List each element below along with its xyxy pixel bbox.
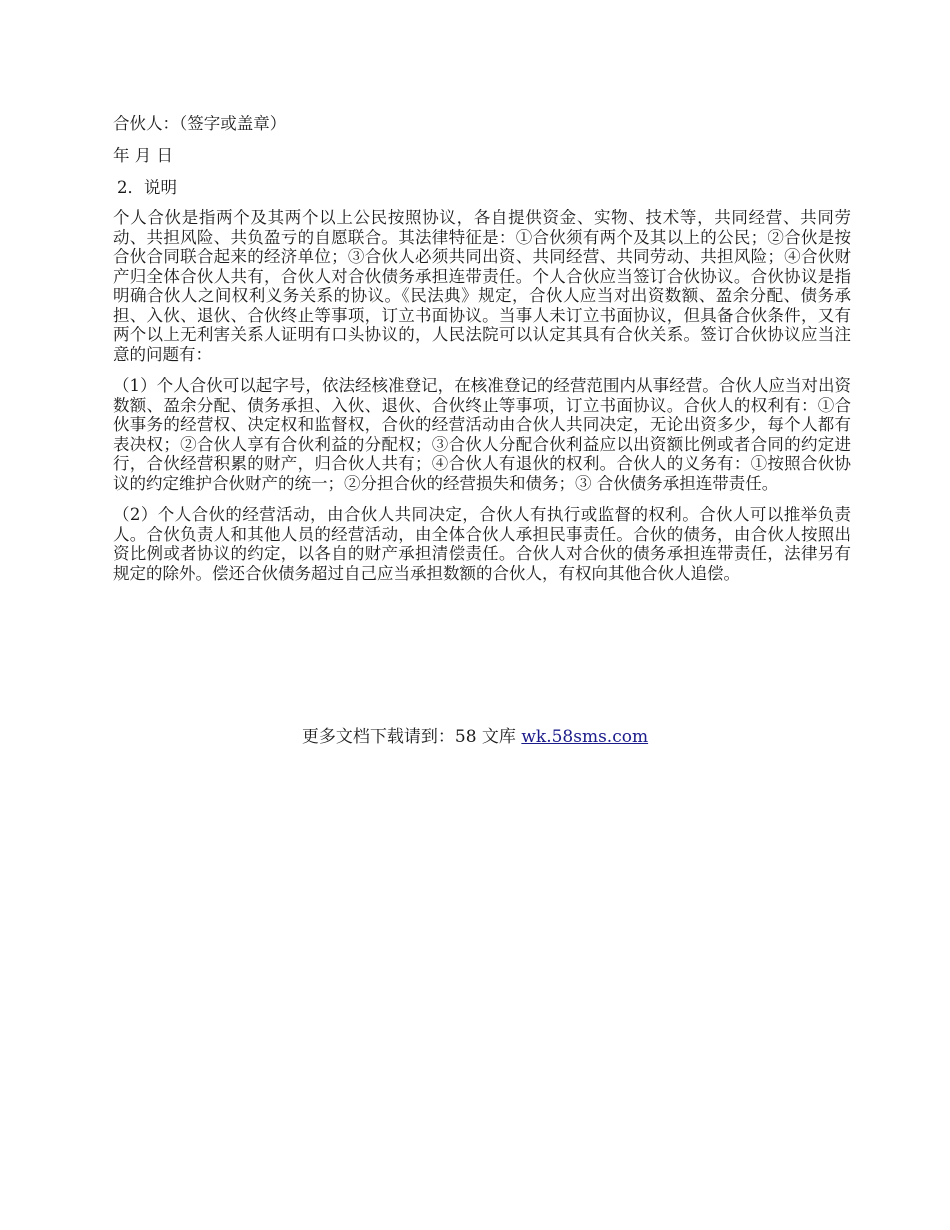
footer-link[interactable]: wk.58sms.com (521, 727, 649, 747)
document-body (113, 112, 851, 595)
signature-line: 合伙人：（签字或盖章） (113, 114, 287, 133)
section-heading: 2．说明 (117, 178, 177, 197)
paragraph-point-2: （2）个人合伙的经营活动，由合伙人共同决定，合伙人有执行或监督的权利。合伙人可以推举负责人。合伙负责人和其他人员的经营活动，由全体合伙人承担民事责任。合伙的债务，由合伙人按照出资比例或者协议的约定，以各自的财产承担清偿责任。合伙人对合伙的债务承担连带责任，法律另有规定的除外。偿还合伙债务超过自己应当承担数额的合伙人，有权向其他合伙人追偿。 (113, 505, 851, 583)
footer (0, 726, 950, 748)
date-line: 年 月 日 (113, 146, 173, 165)
footer-text: 更多文档下载请到：58 文库 (301, 727, 522, 747)
paragraph-intro: 个人合伙是指两个及其两个以上公民按照协议，各自提供资金、实物、技术等，共同经营、共同劳动、共担风险、共负盈亏的自愿联合。其法律特征是：①合伙须有两个及其以上的公民；②合伙是按合伙合同联合起来的经济单位；③合伙人必须共同出资、共同经营、共同劳动、共担风险；④合伙财产归全体合伙人共有，合伙人对合伙债务承担连带责任。个人合伙应当签订合伙协议。合伙协议是指明确合伙人之间权利义务关系的协议。《民法典》规定，合伙人应当对出资数额、盈余分配、债务承担、入伙、退伙、合伙终止等事项，订立书面协议。当事人未订立书面协议，但具备合伙条件，又有两个以上无利害关系人证明有口头协议的，人民法院可以认定其具有合伙关系。签订合伙协议应当注意的问题有： (113, 208, 851, 364)
paragraph-point-1: （1）个人合伙可以起字号，依法经核准登记，在核准登记的经营范围内从事经营。合伙人应当对出资数额、盈余分配、债务承担、入伙、退伙、合伙终止等事项，订立书面协议。合伙人的权利有：①合伙事务的经营权、决定权和监督权，合伙的经营活动由合伙人共同决定，无论出资多少，每个人都有表决权；②合伙人享有合伙利益的分配权；③合伙人分配合伙利益应以出资额比例或者合同的约定进行，合伙经营积累的财产，归合伙人共有；④合伙人有退伙的权利。合伙人的义务有：①按照合伙协议的约定维护合伙财产的统一；②分担合伙的经营损失和债务；③ 合伙债务承担连带责任。 (113, 376, 851, 493)
